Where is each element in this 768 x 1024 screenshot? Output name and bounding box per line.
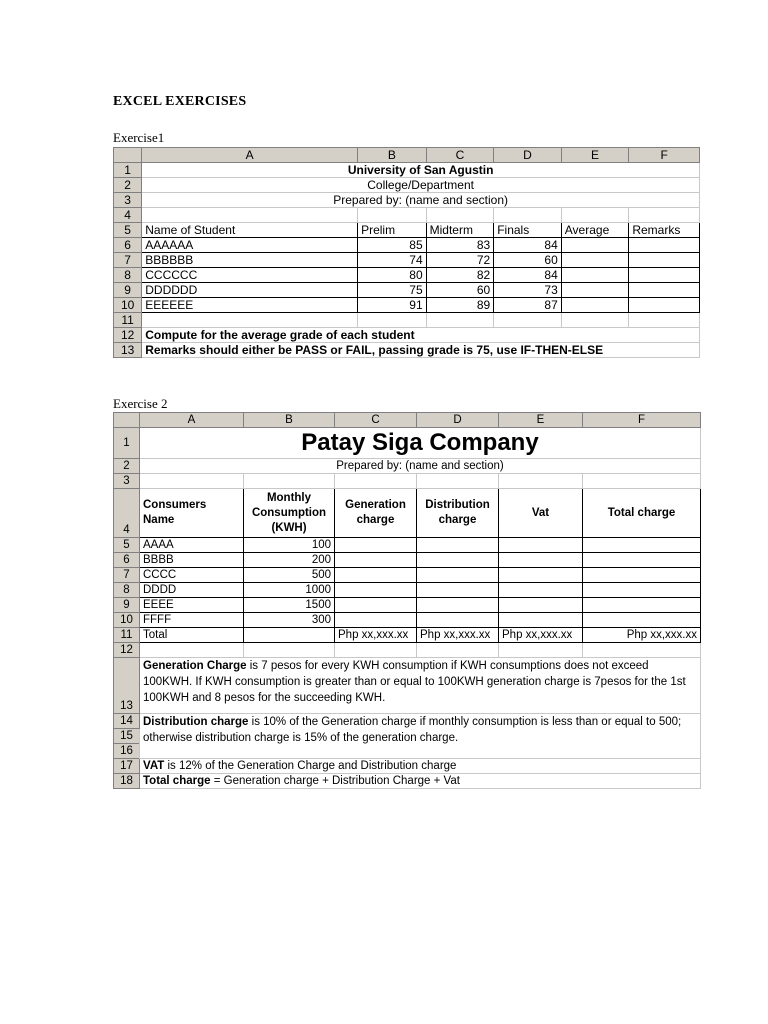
average-cell[interactable] <box>561 268 629 283</box>
empty-cell[interactable] <box>583 643 701 658</box>
midterm-cell[interactable]: 83 <box>426 238 494 253</box>
company-title[interactable]: Patay Siga Company <box>140 428 701 459</box>
column-header[interactable]: E <box>561 148 629 163</box>
table-row <box>114 238 700 253</box>
finals-cell[interactable]: 87 <box>494 298 562 313</box>
header-cell[interactable]: Midterm <box>426 223 494 238</box>
empty-cell[interactable] <box>494 313 562 328</box>
exercise2-label: Exercise 2 <box>113 396 168 411</box>
vat-note[interactable] <box>140 759 701 774</box>
header-cell[interactable]: Average <box>561 223 629 238</box>
row-header[interactable]: 11 <box>114 628 140 643</box>
distribution-text: is 10% of the Generation charge if monthly consumption is less than or equal to 500; otherwise distribution charge is 15% of the generation charge. <box>143 716 682 744</box>
row-header[interactable]: 2 <box>114 459 140 474</box>
vat-cell[interactable] <box>499 568 583 583</box>
row-header[interactable]: 4 <box>114 208 142 223</box>
corner-cell[interactable] <box>114 148 142 163</box>
generation-charge-note[interactable] <box>140 658 701 714</box>
table-row <box>114 568 701 583</box>
empty-cell[interactable] <box>244 628 335 643</box>
sheet-title[interactable]: University of San Agustin <box>142 163 700 178</box>
generation-cell[interactable] <box>335 598 417 613</box>
vat-term: VAT <box>143 760 165 772</box>
finals-cell[interactable]: 60 <box>494 253 562 268</box>
column-header[interactable]: A <box>142 148 358 163</box>
row-header[interactable]: 3 <box>114 193 142 208</box>
row-header[interactable]: 1 <box>114 428 140 459</box>
total-distribution-cell[interactable]: Php xx,xxx.xx <box>417 628 499 643</box>
document-heading: EXCEL EXERCISES <box>113 94 247 109</box>
empty-cell[interactable] <box>244 643 335 658</box>
student-name-cell[interactable]: BBBBBB <box>142 253 358 268</box>
consumer-name-cell[interactable]: FFFF <box>140 613 244 628</box>
generation-cell[interactable] <box>335 568 417 583</box>
row-header[interactable]: 12 <box>114 328 142 343</box>
instruction-average[interactable]: Compute for the average grade of each student <box>142 328 700 343</box>
row-header[interactable]: 9 <box>114 283 142 298</box>
vat-cell[interactable] <box>499 583 583 598</box>
column-header[interactable]: C <box>335 413 417 428</box>
row-header[interactable]: 13 <box>114 658 140 714</box>
distribution-charge-note[interactable] <box>140 714 701 759</box>
header-cell[interactable]: Consumers Name <box>140 489 244 538</box>
row-header[interactable]: 12 <box>114 643 140 658</box>
consumption-cell[interactable]: 1000 <box>244 583 335 598</box>
midterm-cell[interactable]: 89 <box>426 298 494 313</box>
empty-cell[interactable] <box>244 474 335 489</box>
row-header[interactable]: 4 <box>114 489 140 538</box>
header-cell[interactable]: Distribution charge <box>417 489 499 538</box>
empty-cell[interactable] <box>358 313 427 328</box>
generation-cell[interactable] <box>335 613 417 628</box>
instruction-remarks[interactable]: Remarks should either be PASS or FAIL, passing grade is 75, use IF-THEN-ELSE <box>142 343 700 358</box>
remarks-cell[interactable] <box>629 238 700 253</box>
row-header[interactable]: 9 <box>114 598 140 613</box>
empty-cell[interactable] <box>335 474 417 489</box>
column-header[interactable]: F <box>629 148 700 163</box>
empty-cell[interactable] <box>494 208 562 223</box>
table-row <box>114 538 701 553</box>
vat-text: is 12% of the Generation Charge and Distribution charge <box>164 760 457 772</box>
header-cell[interactable]: Finals <box>494 223 562 238</box>
column-header[interactable]: C <box>426 148 494 163</box>
total-charge-note[interactable] <box>140 774 701 789</box>
total-charge-cell[interactable] <box>583 613 701 628</box>
average-cell[interactable] <box>561 238 629 253</box>
row-header[interactable]: 8 <box>114 583 140 598</box>
row-header[interactable]: 1 <box>114 163 142 178</box>
total-charge-cell[interactable] <box>583 568 701 583</box>
prelim-cell[interactable]: 91 <box>358 298 427 313</box>
header-cell[interactable]: Generation charge <box>335 489 417 538</box>
table-row <box>114 613 701 628</box>
empty-cell[interactable] <box>142 313 358 328</box>
empty-cell[interactable] <box>561 313 629 328</box>
vat-cell[interactable] <box>499 613 583 628</box>
average-cell[interactable] <box>561 283 629 298</box>
total-label-cell[interactable]: Total <box>140 628 244 643</box>
header-cell[interactable]: Name of Student <box>142 223 358 238</box>
table-row <box>114 553 701 568</box>
corner-cell[interactable] <box>114 413 140 428</box>
empty-cell[interactable] <box>417 474 499 489</box>
empty-cell[interactable] <box>499 643 583 658</box>
row-header[interactable]: 17 <box>114 759 140 774</box>
consumer-name-cell[interactable]: BBBB <box>140 553 244 568</box>
consumer-name-cell[interactable]: CCCC <box>140 568 244 583</box>
total-charge-cell[interactable] <box>583 538 701 553</box>
empty-cell[interactable] <box>140 643 244 658</box>
vat-cell[interactable] <box>499 553 583 568</box>
empty-cell[interactable] <box>417 643 499 658</box>
column-header[interactable]: D <box>417 413 499 428</box>
total-charge-cell[interactable] <box>583 583 701 598</box>
column-header[interactable]: E <box>499 413 583 428</box>
row-header[interactable]: 13 <box>114 343 142 358</box>
finals-cell[interactable]: 73 <box>494 283 562 298</box>
row-header[interactable]: 6 <box>114 238 142 253</box>
distribution-cell[interactable] <box>417 568 499 583</box>
midterm-cell[interactable]: 82 <box>426 268 494 283</box>
table-row <box>114 253 700 268</box>
consumer-name-cell[interactable]: EEEE <box>140 598 244 613</box>
distribution-term: Distribution charge <box>143 716 249 728</box>
header-cell[interactable]: Remarks <box>629 223 700 238</box>
prelim-cell[interactable]: 80 <box>358 268 427 283</box>
row-header[interactable]: 6 <box>114 553 140 568</box>
table-row <box>114 583 701 598</box>
student-name-cell[interactable]: CCCCCC <box>142 268 358 283</box>
row-header[interactable]: 7 <box>114 253 142 268</box>
header-cell[interactable]: Monthly Consumption (KWH) <box>244 489 335 538</box>
total-row <box>114 628 701 643</box>
vat-cell[interactable] <box>499 538 583 553</box>
consumer-name-cell[interactable]: AAAA <box>140 538 244 553</box>
remarks-cell[interactable] <box>629 283 700 298</box>
remarks-cell[interactable] <box>629 268 700 283</box>
row-header[interactable]: 10 <box>114 298 142 313</box>
row-header[interactable]: 15 <box>114 729 140 744</box>
empty-cell[interactable] <box>629 313 700 328</box>
total-vat-cell[interactable]: Php xx,xxx.xx <box>499 628 583 643</box>
row-header[interactable]: 10 <box>114 613 140 628</box>
finals-cell[interactable]: 84 <box>494 238 562 253</box>
total-charge-sum-cell[interactable]: Php xx,xxx.xx <box>583 628 701 643</box>
column-header[interactable]: F <box>583 413 701 428</box>
empty-cell[interactable] <box>426 313 494 328</box>
empty-cell[interactable] <box>629 208 700 223</box>
average-cell[interactable] <box>561 253 629 268</box>
total-charge-cell[interactable] <box>583 598 701 613</box>
remarks-cell[interactable] <box>629 298 700 313</box>
header-cell[interactable]: Prelim <box>358 223 427 238</box>
table-row <box>114 298 700 313</box>
college-cell[interactable]: College/Department <box>142 178 700 193</box>
generation-cell[interactable] <box>335 553 417 568</box>
empty-cell[interactable] <box>561 208 629 223</box>
total-generation-cell[interactable]: Php xx,xxx.xx <box>335 628 417 643</box>
exercise1-spreadsheet <box>113 147 700 358</box>
row-header[interactable]: 14 <box>114 714 140 729</box>
row-header[interactable]: 7 <box>114 568 140 583</box>
row-header[interactable]: 11 <box>114 313 142 328</box>
prelim-cell[interactable]: 74 <box>358 253 427 268</box>
empty-cell[interactable] <box>583 474 701 489</box>
consumer-name-cell[interactable]: DDDD <box>140 583 244 598</box>
generation-term: Generation Charge <box>143 660 247 672</box>
row-header[interactable]: 5 <box>114 223 142 238</box>
distribution-cell[interactable] <box>417 598 499 613</box>
consumption-cell[interactable]: 500 <box>244 568 335 583</box>
row-header[interactable]: 2 <box>114 178 142 193</box>
column-header[interactable]: D <box>494 148 562 163</box>
column-header[interactable]: B <box>244 413 335 428</box>
empty-cell[interactable] <box>140 474 244 489</box>
empty-cell[interactable] <box>335 643 417 658</box>
student-name-cell[interactable]: AAAAAA <box>142 238 358 253</box>
total-charge-term: Total charge <box>143 775 211 787</box>
empty-cell[interactable] <box>426 208 494 223</box>
total-charge-text: = Generation charge + Distribution Charge + Vat <box>210 775 460 787</box>
average-cell[interactable] <box>561 298 629 313</box>
midterm-cell[interactable]: 72 <box>426 253 494 268</box>
empty-cell[interactable] <box>358 208 427 223</box>
distribution-cell[interactable] <box>417 583 499 598</box>
finals-cell[interactable]: 84 <box>494 268 562 283</box>
consumption-cell[interactable]: 300 <box>244 613 335 628</box>
table-row <box>114 268 700 283</box>
consumption-cell[interactable]: 200 <box>244 553 335 568</box>
generation-text: is 7 pesos for every KWH consumption if KWH consumptions does not exceed 100KWH. If KWH consumption is greater than or equal to 100KWH generation charge is 7pesos for the 1st 100KWH and 8 pesos for the succeeding KWH. <box>143 660 686 704</box>
row-header[interactable]: 5 <box>114 538 140 553</box>
row-header[interactable]: 16 <box>114 744 140 759</box>
header-cell[interactable]: Total charge <box>583 489 701 538</box>
exercise1-label: Exercise1 <box>113 130 165 145</box>
row-header[interactable]: 18 <box>114 774 140 789</box>
distribution-cell[interactable] <box>417 613 499 628</box>
distribution-cell[interactable] <box>417 553 499 568</box>
exercise2-spreadsheet <box>113 412 701 789</box>
row-header[interactable]: 8 <box>114 268 142 283</box>
column-header[interactable]: B <box>358 148 427 163</box>
distribution-cell[interactable] <box>417 538 499 553</box>
vat-cell[interactable] <box>499 598 583 613</box>
header-cell[interactable]: Vat <box>499 489 583 538</box>
prepared-cell[interactable]: Prepared by: (name and section) <box>140 459 701 474</box>
total-charge-cell[interactable] <box>583 553 701 568</box>
prelim-cell[interactable]: 75 <box>358 283 427 298</box>
generation-cell[interactable] <box>335 538 417 553</box>
prepared-cell[interactable]: Prepared by: (name and section) <box>142 193 700 208</box>
generation-cell[interactable] <box>335 583 417 598</box>
empty-cell[interactable] <box>499 474 583 489</box>
prelim-cell[interactable]: 85 <box>358 238 427 253</box>
consumption-cell[interactable]: 1500 <box>244 598 335 613</box>
column-header[interactable]: A <box>140 413 244 428</box>
midterm-cell[interactable]: 60 <box>426 283 494 298</box>
student-name-cell[interactable]: EEEEEE <box>142 298 358 313</box>
remarks-cell[interactable] <box>629 253 700 268</box>
student-name-cell[interactable]: DDDDDD <box>142 283 358 298</box>
empty-cell[interactable] <box>142 208 358 223</box>
table-row <box>114 598 701 613</box>
consumption-cell[interactable]: 100 <box>244 538 335 553</box>
row-header[interactable]: 3 <box>114 474 140 489</box>
table-row <box>114 283 700 298</box>
